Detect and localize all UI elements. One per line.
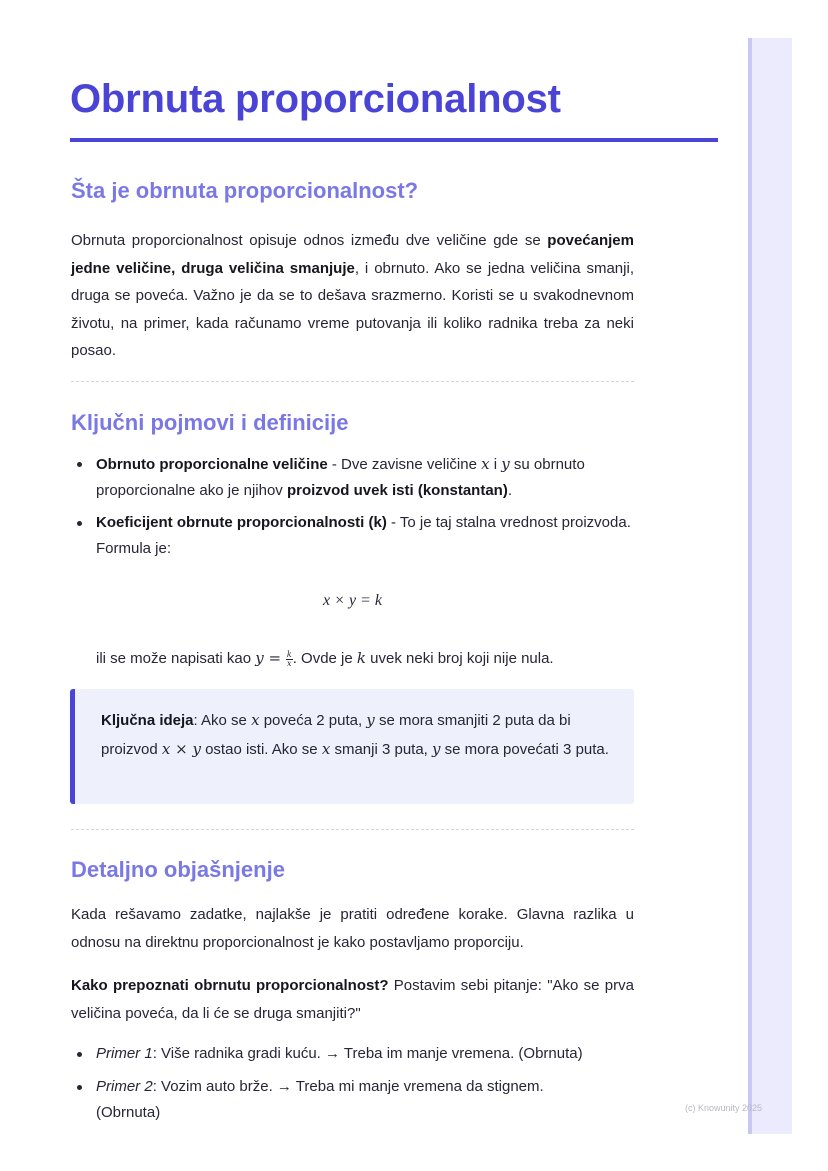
term: Obrnuto proporcionalne veličine — [96, 456, 328, 473]
bold-text: proizvod uvek isti (konstantan) — [286, 482, 508, 499]
explanation-paragraph: Kada rešavamo zadatke, najlakše je pratiti određene korake. Glavna razlika u odnosu na direktnu proporcionalnost je kako postavljamo proporciju. — [71, 906, 634, 951]
callout-label: Ključna ideja — [101, 712, 194, 729]
section-detailed-explanation — [71, 855, 634, 1126]
bullet-icon — [77, 521, 82, 526]
text-span: . Ovde je — [292, 650, 357, 667]
text-span: Obrnuta proporcionalnost opisuje odnos između dve veličine gde se — [71, 232, 548, 249]
term: Koeficijent obrnute proporcionalnosti (k) — [96, 514, 387, 531]
math-var: y — [366, 711, 375, 729]
section-heading: Šta je obrnuta proporcionalnost? — [71, 178, 419, 203]
text-span: se mora povećati 3 puta. — [440, 741, 609, 758]
text-span: - To je taj stalna vrednost proizvoda. Formula je: — [96, 514, 631, 557]
section-definition — [71, 176, 634, 365]
text-span: ostao isti. Ako se — [200, 741, 322, 758]
fraction — [286, 651, 293, 668]
definition-paragraph — [71, 227, 634, 365]
text-span: poveća 2 puta, — [259, 712, 367, 729]
section-heading: Ključni pojmovi i definicije — [71, 410, 349, 435]
math-var: x — [321, 740, 331, 758]
math-var: y = — [255, 649, 286, 667]
text-span: - Dve zavisne veličine — [327, 456, 482, 473]
section-key-concepts — [71, 408, 634, 562]
formula: x × y = k — [323, 592, 382, 609]
list-item — [71, 510, 634, 562]
text-span: ili se može napisati kao — [96, 650, 256, 667]
math-var: x — [251, 711, 260, 729]
math-var: x — [481, 455, 490, 473]
math-var: y — [501, 455, 510, 473]
copyright-text: (c) Knowunity 2025 — [685, 1103, 763, 1113]
recognition-paragraph — [71, 972, 634, 1027]
text-span: : Ako se — [193, 712, 252, 729]
math-expression: x × y — [161, 740, 201, 758]
text-span: Postavim sebi pitanje: "Ako se prva veličina poveća, da li će se druga smanjiti?" — [71, 977, 634, 1022]
fraction-numerator: k — [286, 649, 292, 659]
example-label: Primer 1 — [96, 1045, 153, 1062]
bold-text: Kako prepoznati obrnutu proporcionalnost? — [71, 977, 389, 994]
example-text: : Više radnika gradi kuću. → Treba im manje vremena. (Obrnuta) — [152, 1045, 583, 1062]
math-var: k — [356, 649, 366, 667]
example-label: Primer 2 — [96, 1078, 153, 1095]
text-span: uvek neki broj koji nije nula. — [366, 650, 554, 667]
bullet-icon — [77, 462, 82, 467]
title-underline — [70, 138, 718, 142]
math-var: y — [432, 740, 441, 758]
section-divider — [71, 829, 634, 830]
formula-alt-line — [71, 645, 634, 672]
concept-list — [71, 451, 634, 562]
section-divider — [71, 381, 634, 382]
bullet-icon — [77, 1052, 82, 1057]
list-item — [71, 451, 634, 504]
text-span: su obrnuto proporcionalne ako je njihov — [96, 456, 585, 499]
example-list — [71, 1041, 634, 1126]
example-text: : Vozim auto brže. → Treba mi manje vremena da stignem. (Obrnuta) — [96, 1078, 544, 1121]
key-idea-callout — [70, 689, 634, 804]
text-span: smanji 3 puta, — [330, 741, 433, 758]
text-span: i — [489, 456, 502, 473]
text-span: se mora smanjiti 2 puta da bi proizvod — [101, 712, 571, 758]
side-rule — [748, 38, 752, 1134]
section-heading: Detaljno objašnjenje — [71, 857, 285, 882]
bold-text: povećanjem jedne veličine, druga veličina smanjuje — [71, 232, 634, 277]
page-title: Obrnuta proporcionalnost — [70, 77, 561, 121]
text-span: , i obrnuto. Ako se jedna veličina smanji, druga se poveća. Važno je da se to dešava srazmerno. Koristi se u svakodnevnom životu, na primer, kada računamo vreme putovanja ili koliko radnika treba za neki posao. — [71, 259, 634, 359]
text-span: . — [507, 482, 513, 499]
list-item — [71, 1074, 634, 1126]
side-panel — [748, 38, 792, 1134]
bullet-icon — [77, 1085, 82, 1090]
callout-text — [101, 706, 610, 764]
list-item — [71, 1041, 634, 1067]
fraction-denominator: x — [287, 658, 292, 668]
